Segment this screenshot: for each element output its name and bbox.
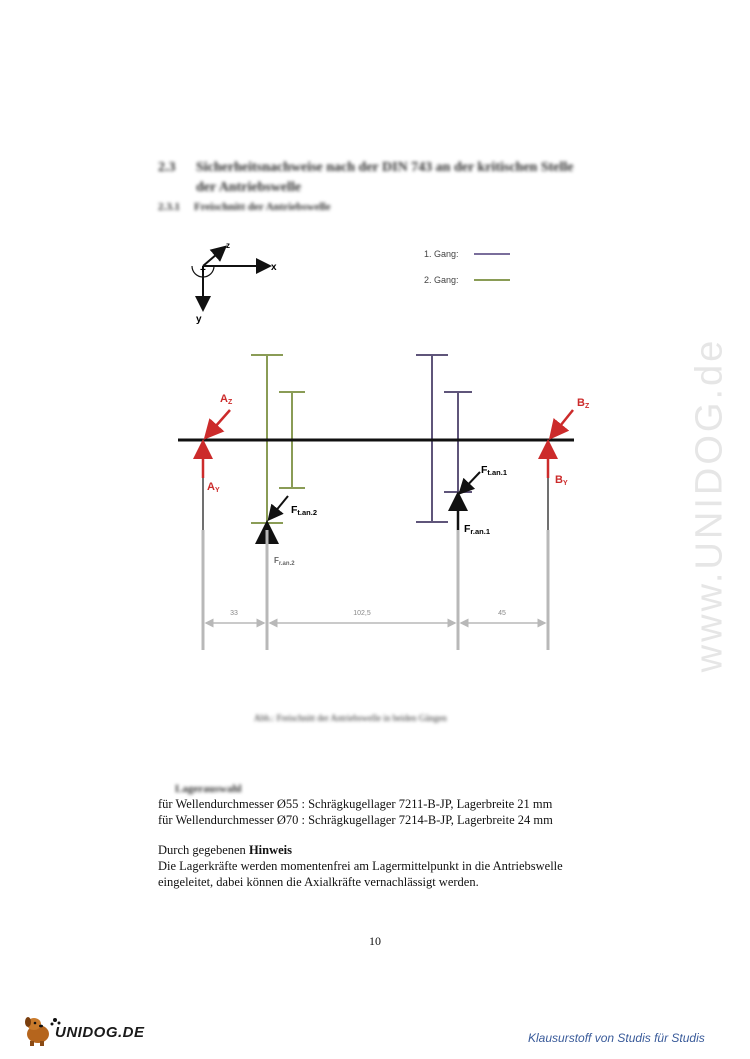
dimension-2: 102,5 — [353, 610, 371, 617]
z-axis-label: z — [226, 241, 230, 250]
section-number: 2.3 — [158, 160, 176, 175]
force-Bz-arrow — [552, 410, 573, 436]
lager-line-2: für Wellendurchmesser Ø70 : Schrägkugellager 7214-B-JP, Lagerbreite 24 mm — [158, 813, 553, 827]
figure-caption: Abb.: Freischnitt der Antriebswelle in beiden Gängen — [254, 713, 447, 723]
hinweis-bold: Hinweis — [248, 843, 292, 857]
watermark: www.UNIDOG.de — [688, 337, 731, 673]
legend-label-gear-2: 2. Gang: — [424, 275, 459, 285]
free-body-diagram — [150, 230, 590, 670]
force-Ft-an2-arrow — [270, 496, 288, 518]
subsection-heading — [158, 201, 330, 213]
footer-tagline: Klausurstoff von Studis für Studis — [528, 1031, 705, 1045]
subsection-title: Freischnitt der Antriebswelle — [194, 201, 331, 213]
label-Ft-an1: Ft.an.1 — [481, 464, 508, 477]
logo-text: UNIDOG.DE — [55, 1024, 145, 1041]
label-Az: AZ — [220, 393, 233, 406]
lager-line-1: für Wellendurchmesser Ø55 : Schrägkugellager 7211-B-JP, Lagerbreite 21 mm — [158, 797, 553, 811]
plus-sign: + — [200, 265, 206, 276]
legend — [424, 249, 510, 285]
section-title: Sicherheitsnachweise nach der DIN 743 an der kritischen Stelle der Antriebswelle — [196, 160, 574, 195]
dimension-extension-lines — [203, 530, 548, 650]
label-By: BY — [555, 474, 568, 487]
dimension-values — [230, 610, 506, 617]
label-Ay: AY — [207, 481, 220, 494]
dimension-1: 33 — [230, 610, 238, 617]
label-Fr-an1: Fr.an.1 — [464, 523, 491, 536]
lagerauswahl-heading: Lagerauswahl — [175, 783, 242, 795]
coordinate-system — [192, 241, 277, 325]
x-axis-label: x — [271, 262, 277, 273]
hinweis-line-2: eingeleitet, dabei können die Axialkräfte vernachlässigt werden. — [158, 875, 479, 889]
hinweis-intro-text: Durch gegebenen — [158, 843, 249, 857]
force-Ft-an1-arrow — [461, 472, 480, 492]
unidog-logo — [22, 1012, 162, 1048]
legend-label-gear-1: 1. Gang: — [424, 249, 459, 259]
hinweis-line-1: Die Lagerkräfte werden momentenfrei am Lagermittelpunkt in die Antriebswelle — [158, 859, 563, 873]
z-axis — [203, 248, 224, 266]
subsection-number: 2.3.1 — [158, 201, 180, 213]
label-Fr-an2: $F_{r.an.2}$ — [274, 556, 295, 567]
dimension-3: 45 — [498, 610, 506, 617]
force-Az-arrow — [207, 410, 230, 436]
label-Bz: BZ — [577, 397, 590, 410]
y-axis-label: y — [196, 314, 202, 325]
label-Ft-an2: Ft.an.2 — [291, 504, 318, 517]
page-number: 10 — [369, 934, 381, 948]
hinweis-intro — [158, 843, 292, 859]
